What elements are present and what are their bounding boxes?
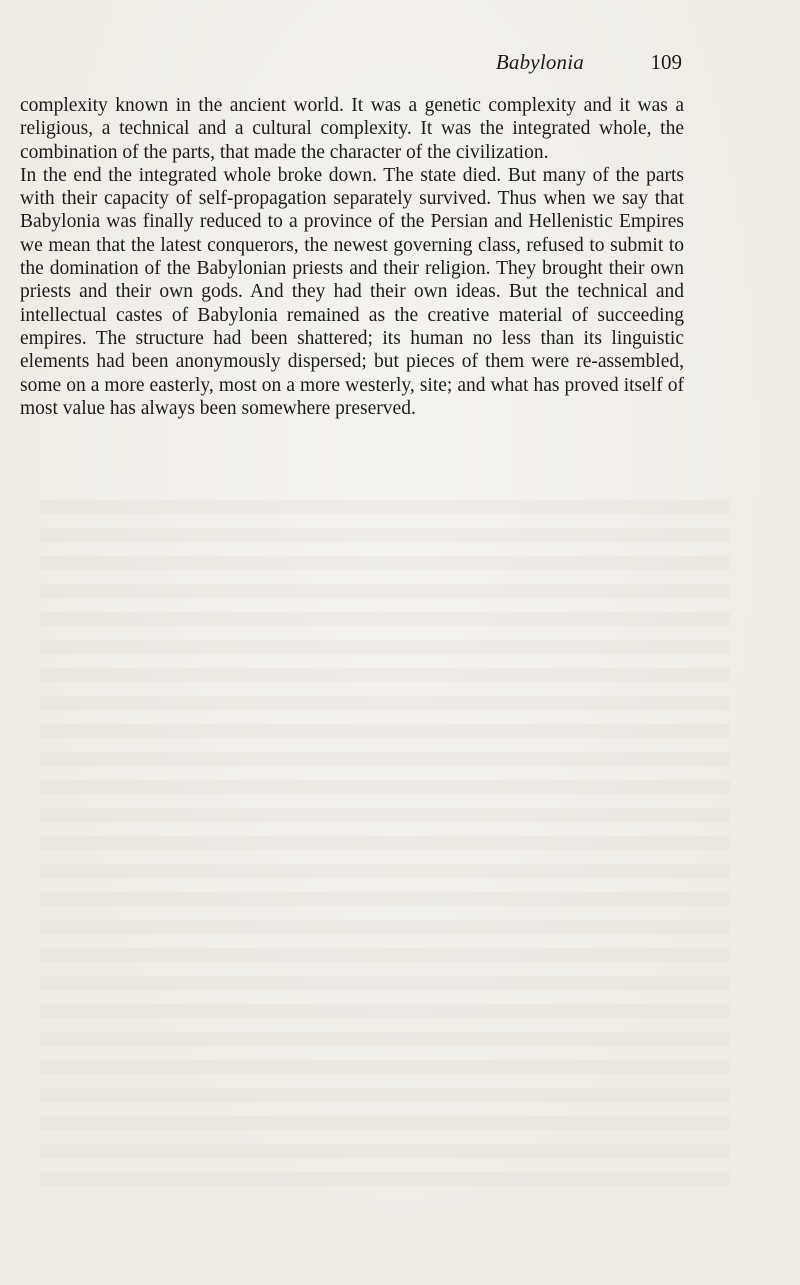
paragraph: In the end the integrated whole broke down. The state died. But many of the parts with their capacity of self-propagation separately survived. Thus when we say that Babylonia was finally reduced to a province of the Persian and Hellenistic Empires we mean that the latest conquerors, the newest governing class, refused to submit to the domination of the Babylonian priests and their religion. They brought their own priests and their own gods. And they had their own ideas. But the technical and intellectual castes of Babylonia remained as the creative material of succeeding empires. The structure had been shattered; its human no less than its linguistic elements had been anonymously dispersed; but pieces of them were re-assembled, some on a more easterly, most on a more westerly, site; and what has proved itself of most value has always been somewhere preserved. [20, 164, 684, 419]
body-text [20, 94, 684, 420]
reverse-side-show-through [40, 500, 730, 1200]
running-header [20, 50, 682, 78]
running-title: Babylonia [495, 50, 584, 74]
page-number: 109 [650, 50, 682, 74]
paragraph-continuation: complexity known in the ancient world. It was a genetic complexity and it was a religious, a technical and a cultural complexity. It was the integrated whole, the combination of the parts, that made the character of the civilization. [20, 95, 684, 163]
